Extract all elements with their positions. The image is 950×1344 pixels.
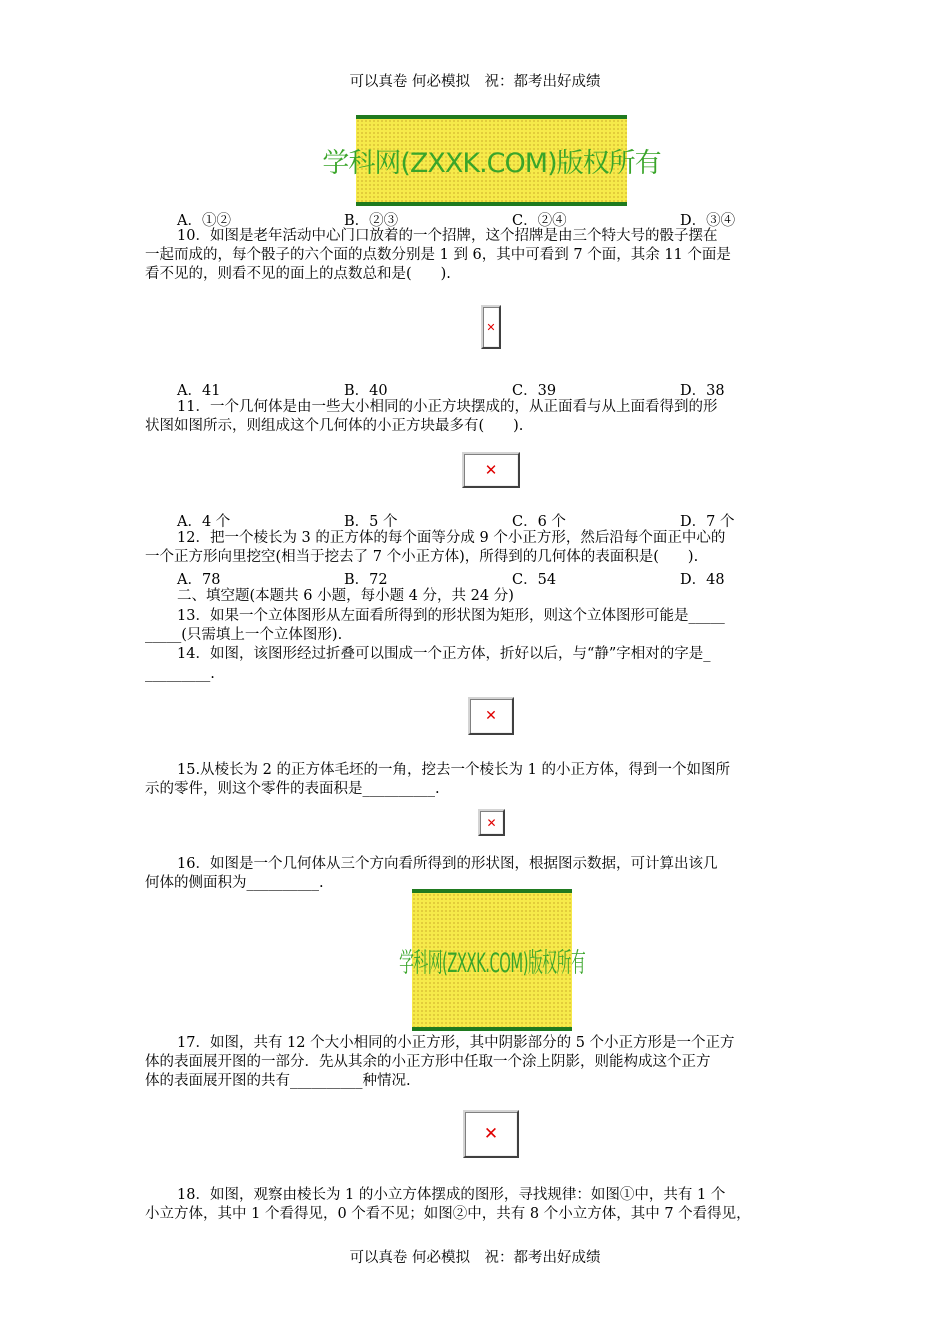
q10-option-b: B．40 (344, 383, 388, 399)
q9-option-a: A．①② (177, 213, 231, 229)
broken-image-icon (462, 452, 520, 488)
q12-option-d: D．48 (680, 572, 725, 588)
section-heading: 二、填空题(本题共 6 小题，每小题 4 分，共 24 分) (177, 588, 514, 604)
q14-text: _________. (145, 666, 215, 682)
q11-option-a: A．4 个 (177, 514, 231, 530)
q10-option-c: C．39 (512, 383, 557, 399)
q15-text: 示的零件，则这个零件的表面积是__________. (145, 781, 440, 797)
q11-text: 11．一个几何体是由一些大小相同的小正方块摆成的，从正面看与从上面看得到的形 (177, 399, 718, 415)
q17-text: 体的表面展开图的共有__________种情况. (145, 1073, 411, 1089)
q9-option-c: C．②④ (512, 213, 567, 229)
q14-text: 14．如图，该图形经过折叠可以围成一个正方体，折好以后，与“静”字相对的字是_ (177, 646, 711, 662)
close-icon: ✕ (483, 1123, 499, 1144)
q12-text: 一个正方形向里挖空(相当于挖去了 7 个小正方体)，所得到的几何体的表面积是( ). (145, 549, 699, 565)
q12-option-a: A．78 (177, 572, 221, 588)
page-header: 可以真卷 何必模拟 祝：都考出好成绩 (349, 74, 601, 90)
q9-option-d: D．③④ (680, 213, 736, 229)
q12-option-b: B．72 (344, 572, 388, 588)
q11-option-d: D．7 个 (680, 514, 735, 530)
broken-image-icon (463, 1110, 519, 1158)
q17-text: 体的表面展开图的一部分．先从其余的小正方形中任取一个涂上阴影，则能构成这个正方 (145, 1054, 711, 1070)
q10-text: 一起而成的，每个骰子的六个面的点数分别是 1 到 6，其中可看到 7 个面，其余 11 个面是 (145, 247, 731, 263)
broken-image-icon (478, 809, 505, 836)
q9-option-b: B．②③ (344, 213, 399, 229)
close-icon: ✕ (484, 460, 498, 479)
close-icon: ✕ (486, 815, 497, 830)
q11-text: 状图如图所示，则组成这个几何体的小正方块最多有( ). (145, 418, 524, 434)
q11-option-c: C．6 个 (512, 514, 566, 530)
q16-text: 何体的侧面积为__________. (145, 875, 324, 891)
watermark-text: 学科网(ZXXK.COM)版权所有 (398, 947, 586, 979)
broken-image-icon (468, 697, 514, 735)
q12-text: 12．把一个棱长为 3 的正方体的每个面等分成 9 个小正方形，然后沿每个面正中心的 (177, 530, 726, 546)
watermark-image (322, 115, 661, 206)
q13-text: _____(只需填上一个立体图形). (145, 627, 343, 643)
close-icon: ✕ (485, 708, 497, 724)
q10-option-a: A．41 (177, 383, 221, 399)
q15-text: 15.从棱长为 2 的正方体毛坯的一角，挖去一个棱长为 1 的小正方体，得到一个如图所 (177, 762, 730, 778)
watermark-image (398, 889, 586, 1031)
q10-text: 10．如图是老年活动中心门口放着的一个招牌，这个招牌是由三个特大号的骰子摆在 (177, 228, 718, 244)
q16-text: 16．如图是一个几何体从三个方向看所得到的形状图，根据图示数据，可计算出该几 (177, 856, 718, 872)
q10-text: 看不见的，则看不见的面上的点数总和是( ). (145, 266, 451, 282)
broken-image-icon (481, 305, 501, 349)
q18-text: 18．如图，观察由棱长为 1 的小立方体摆成的图形，寻找规律：如图①中，共有 1 个 (177, 1187, 726, 1203)
page-footer: 可以真卷 何必模拟 祝：都考出好成绩 (349, 1250, 601, 1266)
q10-option-d: D．38 (680, 383, 725, 399)
q13-text: 13．如果一个立体图形从左面看所得到的形状图为矩形，则这个立体图形可能是_____ (177, 608, 725, 624)
q12-option-c: C．54 (512, 572, 557, 588)
q11-option-b: B．5 个 (344, 514, 398, 530)
q18-text: 小立方体，其中 1 个看得见，0 个看不见；如图②中，共有 8 个小立方体，其中 7 个看得见， (145, 1206, 751, 1222)
q17-text: 17．如图，共有 12 个大小相同的小正方形，其中阴影部分的 5 个小正方形是一个正方 (177, 1035, 735, 1051)
watermark-text: 学科网(ZXXK.COM)版权所有 (322, 148, 661, 179)
close-icon: ✕ (486, 320, 496, 334)
